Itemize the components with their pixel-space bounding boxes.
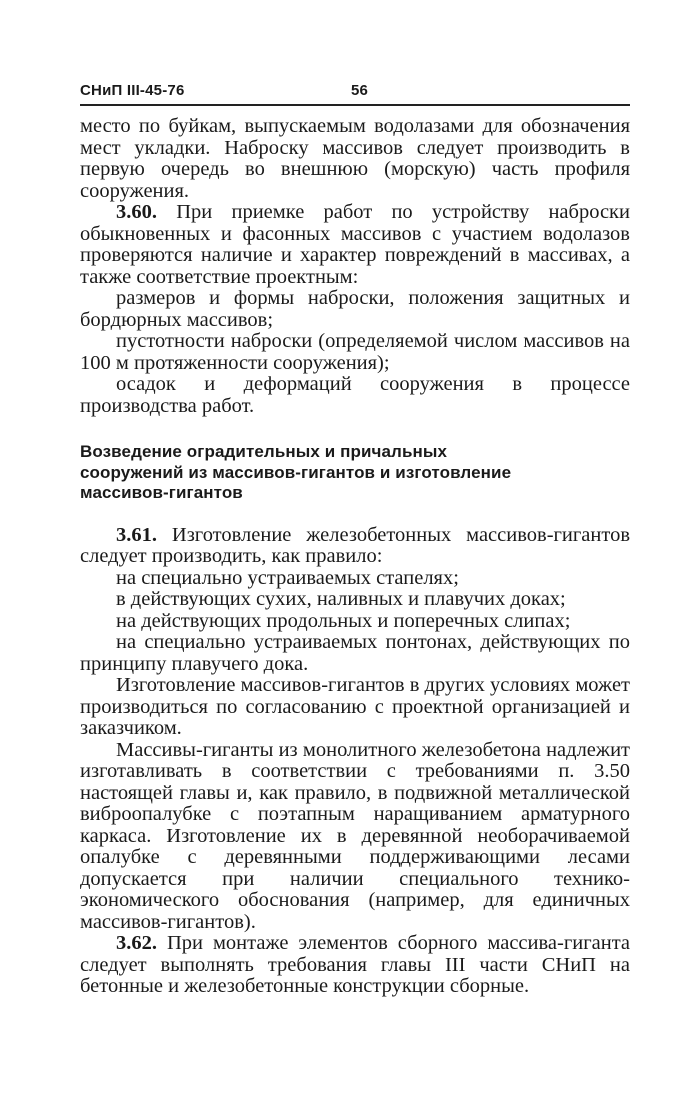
- clause-number: 3.62.: [116, 932, 157, 954]
- page-number: 56: [351, 82, 369, 99]
- paragraph-3-60: [80, 202, 630, 288]
- list-item: в действующих сухих, наливных и плавучих доках;: [116, 588, 566, 610]
- list-item: на специально устраиваемых понтонах, действующих по принципу плавучего дока.: [80, 631, 630, 675]
- heading-line: сооружений из массивов-гигантов и изготовление: [80, 462, 512, 482]
- section-heading: [80, 442, 630, 504]
- heading-line: Возведение оградительных и причальных: [80, 442, 448, 461]
- paragraph-3-62: [80, 933, 630, 998]
- paragraph: место по буйкам, выпускаемым водолазами для обозначения мест укладки. Наброску массивов следует производить в первую очередь во внешнюю (морскую) часть профиля сооружения.: [80, 115, 630, 202]
- document-code: СНиП III-45-76: [80, 82, 185, 99]
- paragraph: Изготовление массивов-гигантов в других условиях может производиться по согласованию с проектной организацией и заказчиком.: [80, 674, 630, 739]
- clause-number: 3.61.: [116, 523, 157, 546]
- clause-text: При монтаже элементов сборного массива-гиганта следует выполнять требования главы III части СНиП на бетонные и железобетонные конструкции сборные.: [80, 932, 630, 997]
- list-item: пустотности наброски (определяемой числом массивов на 100 м протяженности сооружения);: [80, 330, 630, 374]
- body-text: [80, 116, 630, 998]
- paragraph: Массивы-гиганты из монолитного железобетона надлежит изготавливать в соответствии с требованиями п. 3.50 настоящей главы и, как правило, в подвижной металлической виброопалубке с поэтапным наращиванием арматурного каркаса. Изготовление их в деревянной необорачиваемой опалубке с деревянными поддерживающими лесами допускается при наличии специального технико-экономического обоснования (например, для единичных массивов-гигантов).: [80, 738, 630, 933]
- heading-line: массивов-гигантов: [80, 483, 243, 502]
- clause-number: 3.60.: [116, 201, 157, 223]
- clause-text: При приемке работ по устройству наброски обыкновенных и фасонных массивов с участием водолазов проверяются наличие и характер повреждений в массивах, а также соответствие проектным:: [80, 201, 630, 288]
- running-header: [80, 78, 630, 104]
- list-item: размеров и формы наброски, положения защитных и бордюрных массивов;: [80, 287, 630, 331]
- list-item: осадок и деформаций сооружения в процессе производства работ.: [80, 373, 630, 417]
- list-item: на специально устраиваемых стапелях;: [116, 566, 459, 589]
- document-page: [80, 78, 630, 998]
- paragraph-3-61: [80, 525, 630, 568]
- header-rule: [80, 104, 630, 106]
- clause-text: Изготовление железобетонных массивов-гигантов следует производить, как правило:: [80, 523, 630, 567]
- list-item: на действующих продольных и поперечных слипах;: [116, 609, 571, 632]
